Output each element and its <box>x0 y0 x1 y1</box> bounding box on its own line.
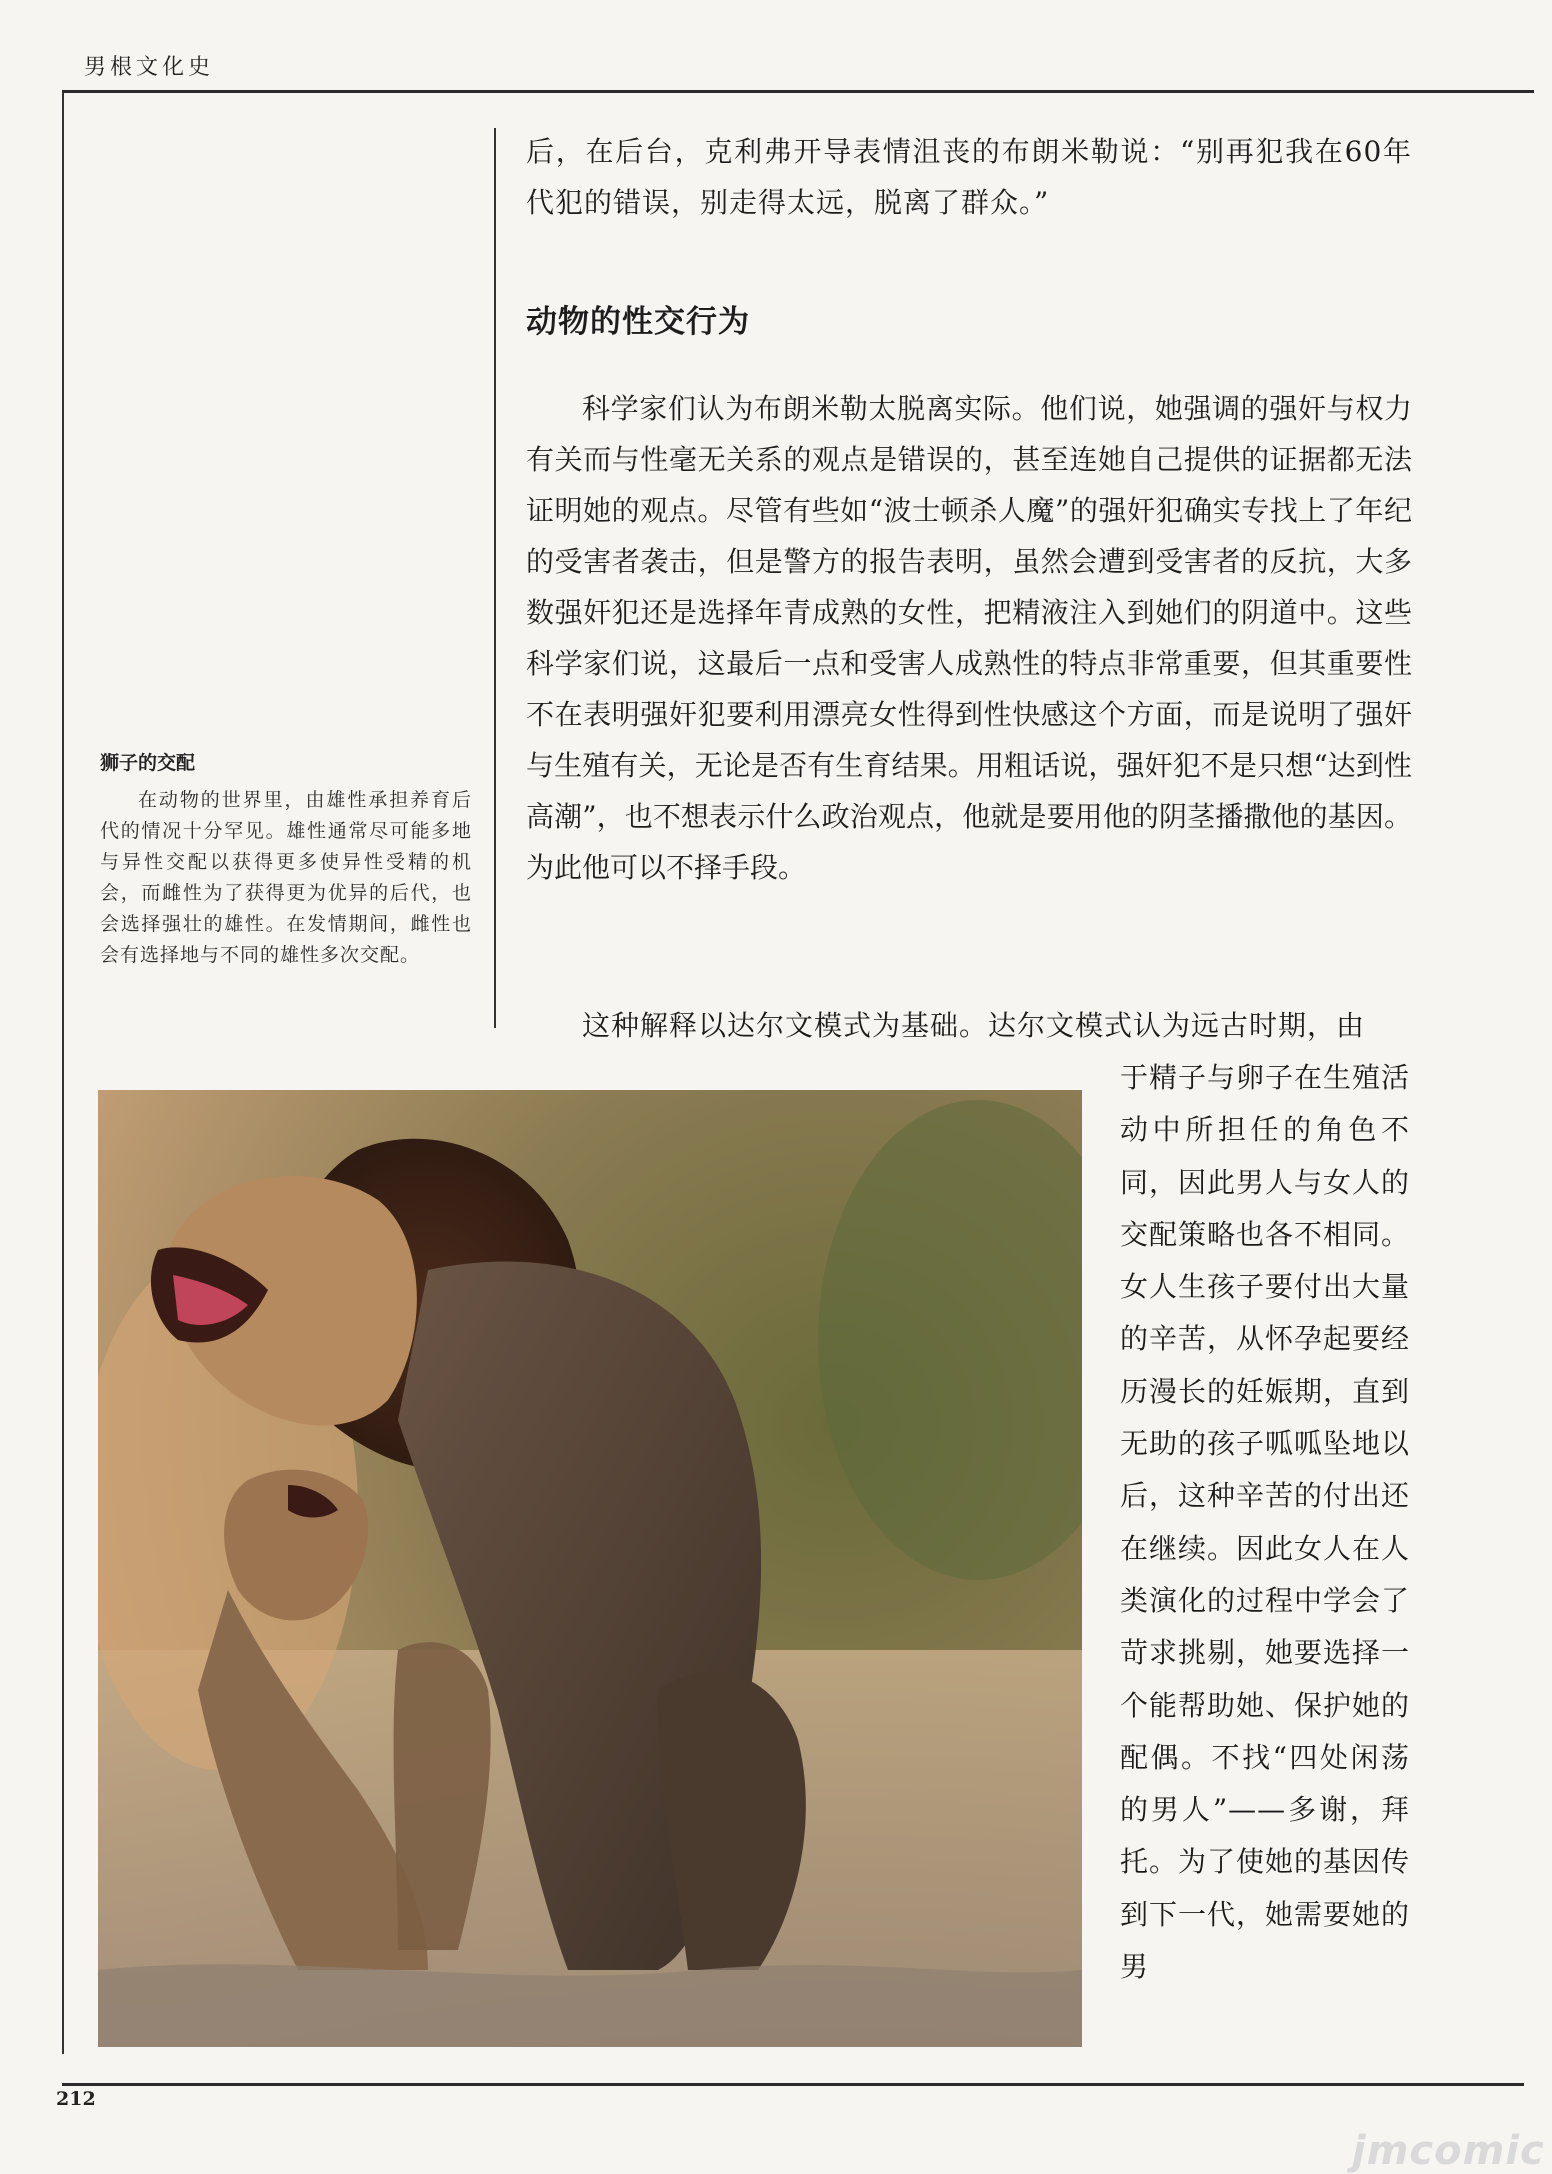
main-text-column <box>526 126 1412 893</box>
caption-text: 在动物的世界里，由雄性承担养育后代的情况十分罕见。雄性通常尽可能多地与异性交配以获得更多使异性受精的机会，而雌性为了获得更为优异的后代，也会选择强壮的雄性。在发情期间，雌性也会有选择地与不同的雄性多次交配。 <box>100 789 472 966</box>
lions-illustration <box>98 1090 1082 2047</box>
watermark: jmcomic <box>1352 2128 1545 2174</box>
left-border-rule <box>62 92 64 2054</box>
running-head: 男根文化史 <box>84 55 215 80</box>
section-heading: 动物的性交行为 <box>526 304 750 340</box>
page-number: 212 <box>56 2088 96 2110</box>
column-divider <box>494 128 496 1028</box>
photo-caption <box>100 748 472 971</box>
footer-rule <box>62 2083 1524 2086</box>
header-rule <box>62 90 1534 93</box>
continued-paragraph: 后，在后台，克利弗开导表情沮丧的布朗米勒说：“别再犯我在60年代犯的错误，别走得太远，脱离了群众。” <box>526 135 1412 219</box>
body-paragraph: 科学家们认为布朗米勒太脱离实际。他们说，她强调的强奸与权力有关而与性毫无关系的观点是错误的，甚至连她自己提供的证据都无法证明她的观点。尽管有些如“波士顿杀人魔”的强奸犯确实专找上了年纪的受害者袭击，但是警方的报告表明，虽然会遭到受害者的反抗，大多数强奸犯还是选择年青成熟的女性，把精液注入到她们的阴道中。这些科学家们说，这最后一点和受害人成熟性的特点非常重要，但其重要性不在表明强奸犯要利用漂亮女性得到性快感这个方面，而是说明了强奸与生殖有关，无论是否有生育结果。用粗话说，强奸犯不是只想“达到性高潮”，也不想表示什么政治观点，他就是要用他的阴茎播撒他的基因。为此他可以不择手段。 <box>526 392 1412 884</box>
lions-mating-photo <box>98 1090 1082 2047</box>
body-paragraph-lead: 这种解释以达尔文模式为基础。达尔文模式认为远古时期，由 <box>582 1009 1366 1042</box>
caption-title: 狮子的交配 <box>100 752 196 774</box>
body-paragraph-wrapped: 于精子与卵子在生殖活动中所担任的角色不同，因此男人与女人的交配策略也各不相同。女人生孩子要付出大量的辛苦，从怀孕起要经历漫长的妊娠期，直到无助的孩子呱呱坠地以后，这种辛苦的付出还在继续。因此女人在人类演化的过程中学会了苛求挑剔，她要选择一个能帮助她、保护她的配偶。不找“四处闲荡的男人”——多谢，拜托。为了使她的基因传到下一代，她需要她的男 <box>1120 1061 1411 1984</box>
